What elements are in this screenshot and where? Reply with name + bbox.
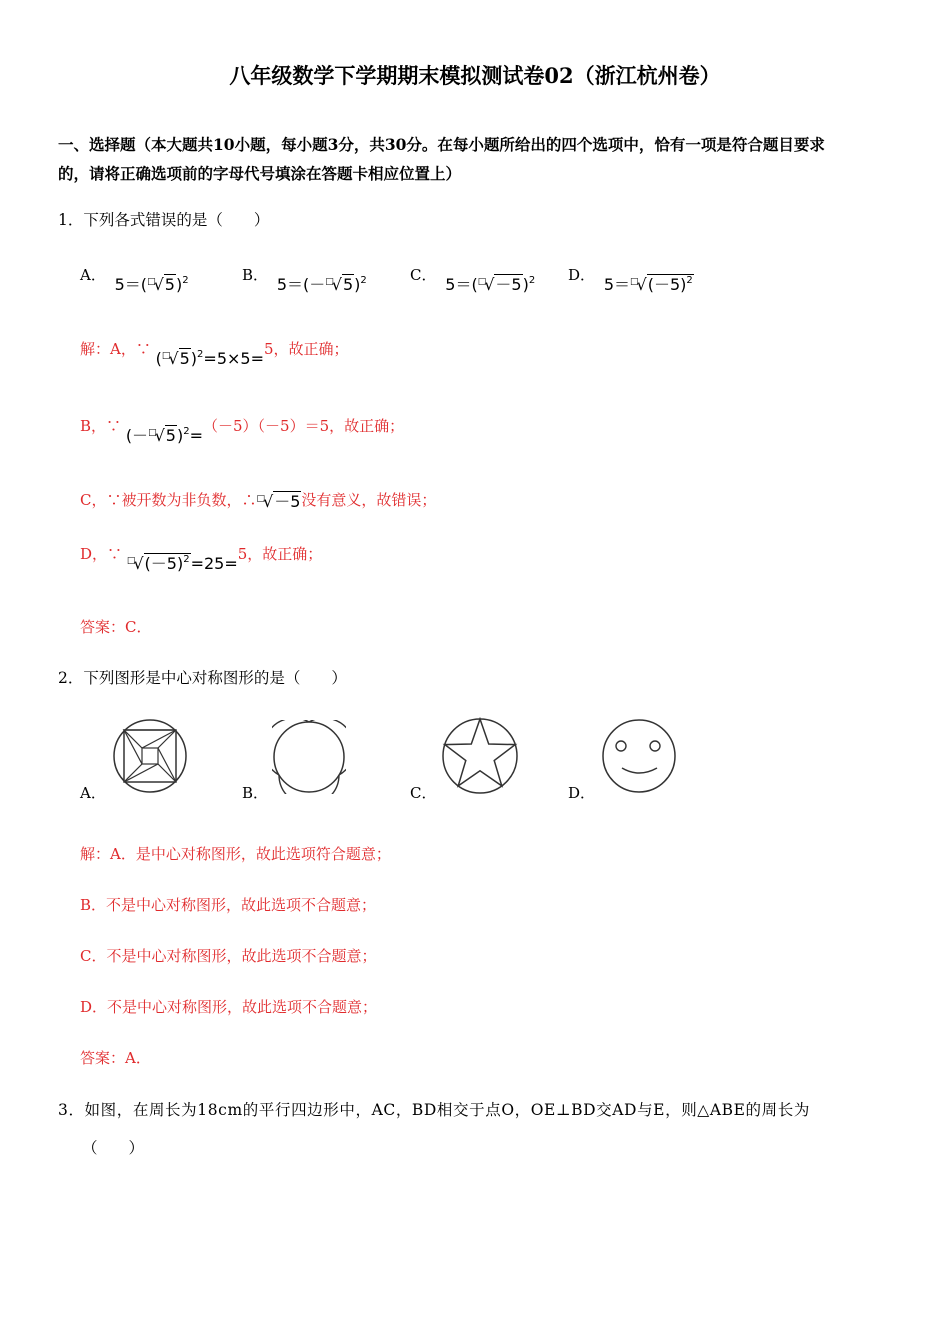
q2-solution-c: C．不是中心对称图形，故此选项不合题意； bbox=[80, 947, 377, 965]
q1-solution-b: B，∵ $(-^□√5)^2=(-5)(-5)=5$，故正确； bbox=[80, 417, 405, 445]
q2-option-c[interactable]: C． bbox=[410, 784, 437, 802]
q2-option-d[interactable]: D． bbox=[568, 784, 596, 802]
q2-solution-b: B．不是中心对称图形，故此选项不合题意； bbox=[80, 896, 377, 914]
q2-answer: 答案：A． bbox=[80, 1049, 151, 1067]
q1-solution-a: 解：A，∵ $(^□√5)^2=5\times 5=5$，故正确； bbox=[80, 340, 349, 368]
q1-option-c[interactable]: C． $5=(^□√-5)^2$ bbox=[410, 266, 536, 294]
q3-blank: （ ） bbox=[82, 1139, 145, 1157]
q2-option-a[interactable]: A． bbox=[80, 784, 106, 802]
q2-option-b[interactable]: B． bbox=[242, 784, 269, 802]
q1-solution-c: C，∵被开数为非负数，∴□√－5没有意义，故错误； bbox=[80, 491, 437, 511]
q1-option-b[interactable]: B． $5=(-^□√5)^2$ bbox=[242, 266, 367, 294]
q1-option-d[interactable]: D． $5=^□√(-5)^2$ bbox=[568, 266, 693, 294]
q2-solution-a: 解：A．是中心对称图形，故此选项符合题意； bbox=[80, 845, 391, 863]
q3-stem: 3．如图，在周长为18cm的平行四边形中，AC，BD相交于点O，OE⊥BD交AD与E，则△ABE的周长为 bbox=[58, 1101, 810, 1119]
q2-figure-c bbox=[441, 717, 519, 795]
q1-answer: 答案：C． bbox=[80, 618, 152, 636]
q1-solution-d: D，∵ $^□√(-5)^2=25=5$，故正确； bbox=[80, 545, 323, 573]
q1-stem: 1．下列各式错误的是（ ） bbox=[58, 211, 270, 229]
section-heading-line2: 的，请将正确选项前的字母代号填涂在答题卡相应位置上） bbox=[58, 164, 462, 183]
q1-option-a[interactable]: A． $5=(^□√5)^2$ bbox=[80, 266, 189, 294]
section-heading-line1: 一、选择题（本大题共10小题，每小题3分，共30分。在每小题所给出的四个选项中，恰有一项是符合题目要求 bbox=[58, 135, 825, 154]
q1-option-d-letter: D． bbox=[568, 266, 596, 284]
q2-solution-d: D．不是中心对称图形，故此选项不合题意； bbox=[80, 998, 378, 1016]
q1-option-b-letter: B． bbox=[242, 266, 269, 284]
page-title: 八年级数学下学期期末模拟测试卷02（浙江杭州卷） bbox=[229, 63, 721, 88]
q2-stem: 2．下列图形是中心对称图形的是（ ） bbox=[58, 669, 347, 687]
q1-option-a-letter: A． bbox=[80, 266, 106, 284]
q2-figure-a bbox=[112, 718, 188, 794]
q2-figure-b bbox=[272, 720, 346, 794]
q1-option-c-letter: C． bbox=[410, 266, 437, 284]
q2-figure-d bbox=[600, 718, 678, 794]
